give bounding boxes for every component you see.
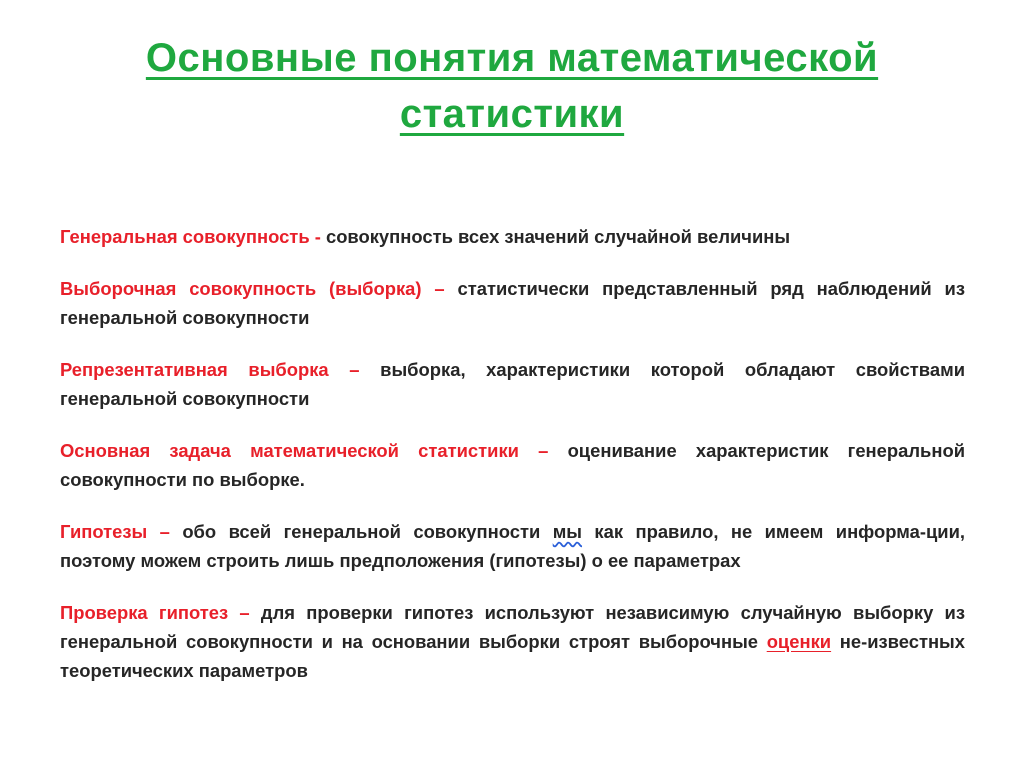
definition-term: Генеральная совокупность xyxy=(60,226,310,247)
definition-hypotheses xyxy=(60,517,965,575)
highlighted-word-estimates: оценки xyxy=(766,631,832,652)
definition-sample xyxy=(60,274,965,332)
definition-text-after: не-известных теоретических параметров xyxy=(60,631,965,681)
definition-dash: – xyxy=(328,359,381,380)
definition-term: Репрезентативная выборка xyxy=(60,359,329,380)
definition-term: Выборочная совокупность (выборка) xyxy=(60,278,422,299)
definition-dash: – xyxy=(421,278,458,299)
definition-dash: - xyxy=(309,226,326,247)
definition-text-before: для проверки гипотез используют независимую случайную выборку из генеральной совокупности и на основании выборки строят выборочные xyxy=(60,602,966,652)
title-line-1: Основные понятия математической xyxy=(145,36,879,80)
definition-dash: – xyxy=(518,440,568,461)
title-line-2: статистики xyxy=(399,92,625,136)
definition-text: совокупность всех значений случайной величины xyxy=(325,226,791,247)
definition-hypothesis-testing xyxy=(60,598,965,685)
definition-text-after: как правило, не имеем информа-ции, поэтому можем строить лишь предположения (гипотезы) о ее параметрах xyxy=(60,521,965,571)
definitions-list xyxy=(60,222,965,708)
slide-title xyxy=(40,30,984,142)
definition-term: Проверка гипотез xyxy=(60,602,229,623)
definition-main-task xyxy=(60,436,965,494)
definition-general-population xyxy=(60,222,965,251)
definition-text: выборка, характеристики которой обладают свойствами генеральной совокупности xyxy=(60,359,966,409)
definition-dash: – xyxy=(147,521,183,542)
definition-term: Основная задача математической статистики xyxy=(60,440,519,461)
definition-text: оценивание характеристик генеральной совокупности по выборке. xyxy=(60,440,965,490)
definition-text: статистически представленный ряд наблюдений из генеральной совокупности xyxy=(60,278,966,328)
definition-term: Гипотезы xyxy=(60,521,148,542)
spellcheck-highlight: мы xyxy=(552,521,583,542)
definition-text-before: обо всей генеральной совокупности xyxy=(182,521,553,542)
definition-dash: – xyxy=(228,602,261,623)
definition-representative-sample xyxy=(60,355,965,413)
